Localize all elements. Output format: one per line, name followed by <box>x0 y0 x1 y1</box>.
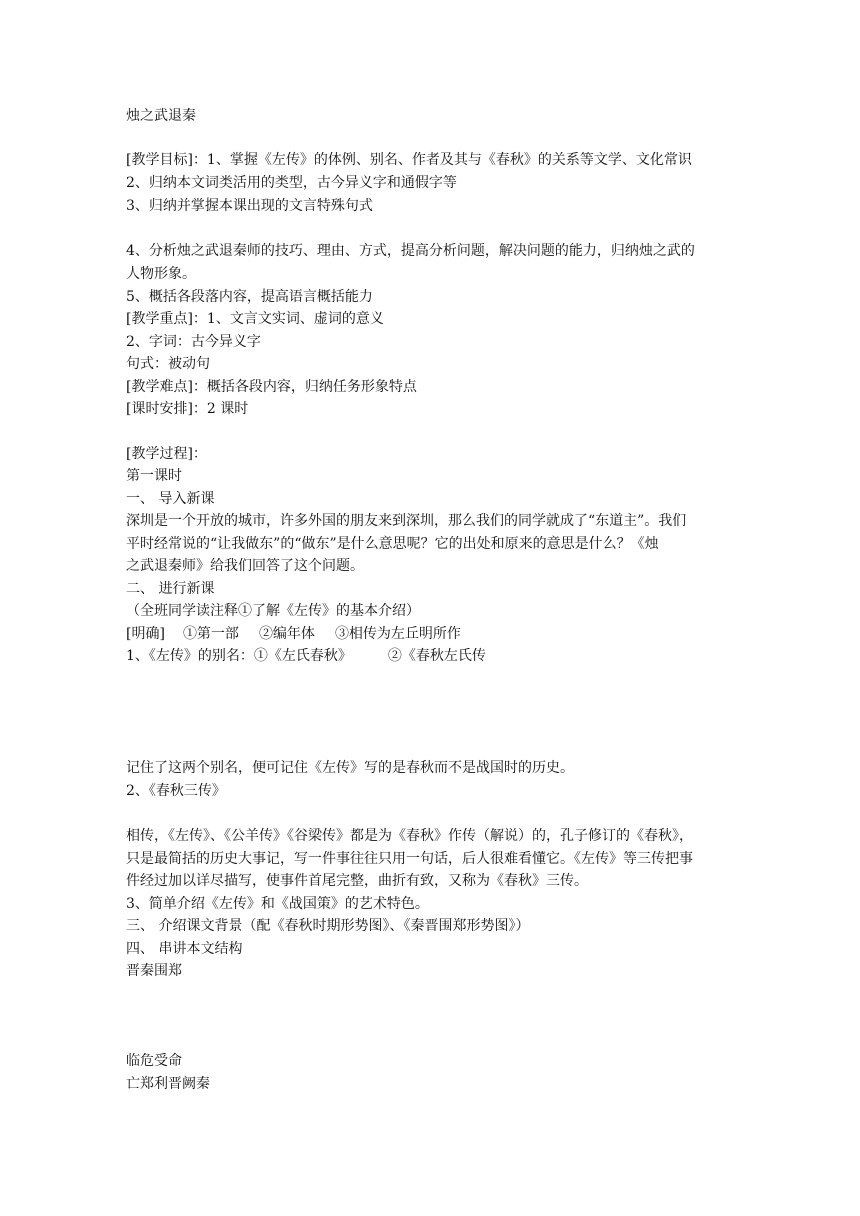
class-schedule: [课时安排]：2 课时 <box>126 401 249 417</box>
section-1-heading: 一、 导入新课 <box>126 491 215 507</box>
read-notes-line: （全班同学读注释①了解《左传》的基本介绍） <box>126 603 420 619</box>
three-commentaries-line-1: 相传，《左传》、《公羊传》《谷梁传》都是为《春秋》作传（解说）的，孔子修订的《春秋》， <box>126 828 693 844</box>
teaching-difficulty: [教学难点]：概括各段内容，归纳任务形象特点 <box>126 379 417 395</box>
section-4-heading: 四、 串讲本文结构 <box>126 941 243 957</box>
clarify-line <box>126 623 461 645</box>
doc-title: 烛之武退秦 <box>126 108 196 124</box>
alias-label: 1、《左传》的别名：①《左氏春秋》 <box>126 648 352 664</box>
teaching-key-3: 句式：被动句 <box>126 356 210 372</box>
teaching-key-2: 2、字词：古今异义字 <box>126 334 261 350</box>
intro-paragraph-line-1: 深圳是一个开放的城市，许多外国的朋友来到深圳，那么我们的同学就成了“东道主”。我们 <box>126 513 687 529</box>
teaching-process-heading: [教学过程]： <box>126 446 207 462</box>
structure-item-1: 晋秦围郑 <box>126 963 182 979</box>
structure-item-2: 临危受命 <box>126 1053 182 1069</box>
teaching-goal-4-cont: 人物形象。 <box>126 266 196 282</box>
three-commentaries-line-3: 件经过加以详尽描写，使事件首尾完整，曲折有致，又称为《春秋》三传。 <box>126 873 588 889</box>
art-features-line: 3、简单介绍《左传》和《战国策》的艺术特色。 <box>126 896 429 912</box>
clarify-item-3: ③相传为左丘明所作 <box>334 626 461 642</box>
intro-paragraph-line-3: 之武退秦师》给我们回答了这个问题。 <box>126 558 364 574</box>
clarify-item-1: ①第一部 <box>182 626 239 642</box>
lesson-1-heading: 第一课时 <box>126 468 182 484</box>
teaching-goal-3: 3、归纳并掌握本课出现的文言特殊句式 <box>126 198 373 214</box>
intro-paragraph-line-2: 平时经常说的“让我做东”的“做东”是什么意思呢？它的出处和原来的意思是什么？《烛 <box>126 536 659 552</box>
teaching-goal-4: 4、分析烛之武退秦师的技巧、理由、方式，提高分析问题，解决问题的能力，归纳烛之武的 <box>126 243 695 259</box>
alias-line <box>126 645 486 667</box>
teaching-goal-2: 2、归纳本文词类活用的类型，古今异义字和通假字等 <box>126 175 457 191</box>
three-commentaries-line-2: 只是最简括的历史大事记，写一件事往往只用一句话，后人很难看懂它。《左传》等三传把事 <box>126 851 693 867</box>
structure-item-3: 亡郑利晋阙秦 <box>126 1076 210 1092</box>
alias-item-2: ②《春秋左氏传 <box>387 648 486 664</box>
teaching-goal-1: [教学目标]：1、掌握《左传》的体例、别名、作者及其与《春秋》的关系等文学、文化常识 <box>126 152 692 168</box>
teaching-key-1: [教学重点]：1、文言文实词、虚词的意义 <box>126 311 384 327</box>
section-3-heading: 三、 介绍课文背景（配《春秋时期形势图》、《秦晋围郑形势图》） <box>126 918 530 934</box>
alias-note: 记住了这两个别名，便可记住《左传》写的是春秋而不是战国时的历史。 <box>126 760 574 776</box>
clarify-item-2: ②编年体 <box>258 626 315 642</box>
section-2-heading: 二、 进行新课 <box>126 581 215 597</box>
teaching-goal-5: 5、概括各段落内容，提高语言概括能力 <box>126 289 373 305</box>
clarify-label: [明确] <box>126 626 165 642</box>
three-commentaries-heading: 2、《春秋三传》 <box>126 783 226 799</box>
